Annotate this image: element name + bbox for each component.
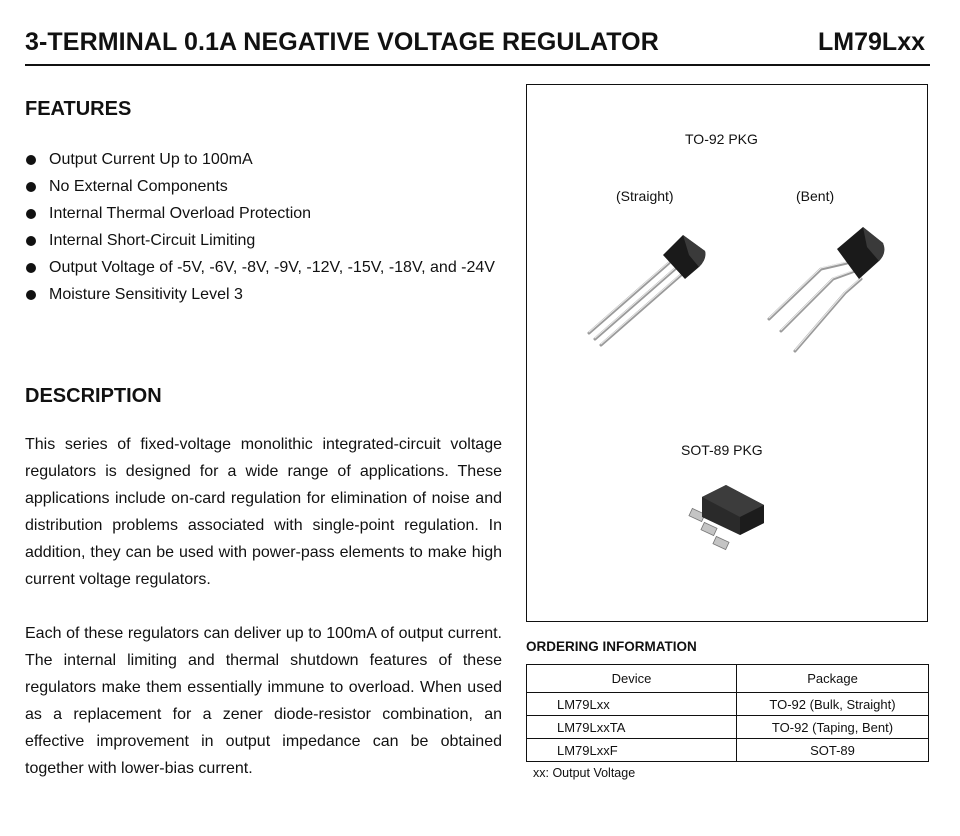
- package-figure: [526, 84, 928, 622]
- to92-straight-image: [577, 225, 717, 355]
- package-cell: SOT-89: [737, 739, 929, 762]
- package-cell: TO-92 (Taping, Bent): [737, 716, 929, 739]
- bullet-icon: [26, 236, 36, 246]
- title-bar: [25, 26, 930, 66]
- bent-label: (Bent): [796, 188, 835, 204]
- bullet-icon: [26, 182, 36, 192]
- bullet-icon: [26, 290, 36, 300]
- feature-item: Moisture Sensitivity Level 3: [25, 281, 505, 308]
- device-cell: LM79Lxx: [527, 693, 737, 716]
- to92-bent-image: [755, 223, 895, 358]
- feature-item: Internal Short-Circuit Limiting: [25, 227, 505, 254]
- device-cell: LM79LxxTA: [527, 716, 737, 739]
- bullet-icon: [26, 209, 36, 219]
- table-row: [527, 693, 929, 716]
- features-heading: FEATURES: [25, 98, 132, 120]
- feature-item: Internal Thermal Overload Protection: [25, 200, 505, 227]
- column-header-device: Device: [527, 665, 737, 693]
- straight-label: (Straight): [616, 188, 674, 204]
- description-paragraph-1: This series of fixed-voltage monolithic integrated-circuit voltage regulators is designed for a wide range of applications. These applications include on-card regulation for elimination of noise and distribution problems associated with single-point regulation. In addition, they can be used with power-pass elements to make high current voltage regulators.: [25, 436, 502, 588]
- to92-title: TO-92 PKG: [685, 131, 758, 147]
- bullet-icon: [26, 155, 36, 165]
- bullet-icon: [26, 263, 36, 273]
- column-header-package: Package: [737, 665, 929, 693]
- features-list: [25, 146, 505, 308]
- part-number: LM79Lxx: [818, 28, 925, 56]
- ordering-table: [526, 664, 929, 762]
- sot89-title: SOT-89 PKG: [681, 442, 763, 458]
- table-row: [527, 716, 929, 739]
- feature-item: No External Components: [25, 173, 505, 200]
- document-title: 3-TERMINAL 0.1A NEGATIVE VOLTAGE REGULATOR: [25, 28, 659, 56]
- sot89-image: [682, 475, 772, 565]
- feature-item: Output Current Up to 100mA: [25, 146, 505, 173]
- table-row: [527, 739, 929, 762]
- feature-item: Output Voltage of -5V, -6V, -8V, -9V, -12V, -15V, -18V, and -24V: [25, 254, 505, 281]
- device-cell: LM79LxxF: [527, 739, 737, 762]
- ordering-title: ORDERING INFORMATION: [526, 639, 697, 654]
- ordering-footnote: xx: Output Voltage: [533, 766, 636, 780]
- package-cell: TO-92 (Bulk, Straight): [737, 693, 929, 716]
- description-paragraph-2: Each of these regulators can deliver up to 100mA of output current. The internal limiting and thermal shutdown features of these regulators make them essentially immune to overload. When used as a replacement for a zener diode-resistor combination, an effective improvement in output impedance can be obtained together with lower-bias current.: [25, 625, 502, 777]
- description-heading: DESCRIPTION: [25, 385, 162, 407]
- table-header-row: [527, 665, 929, 693]
